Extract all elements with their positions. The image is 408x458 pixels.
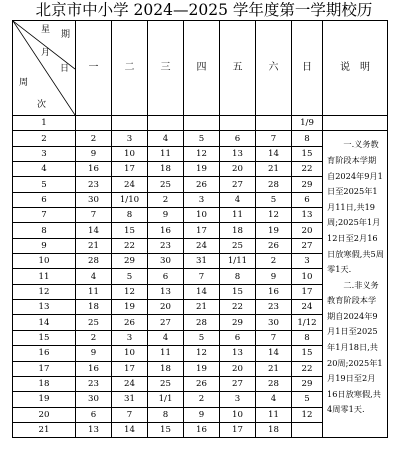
date-cell: 8 xyxy=(112,208,148,223)
date-cell: 4 xyxy=(148,131,184,146)
header-row xyxy=(13,21,388,116)
date-cell: 14 xyxy=(256,146,292,161)
date-cell: 3 xyxy=(112,330,148,345)
date-cell: 19 xyxy=(184,361,220,376)
date-cell: 4 xyxy=(76,269,112,284)
date-cell xyxy=(184,116,220,131)
date-cell: 13 xyxy=(292,208,323,223)
week-number: 20 xyxy=(13,407,76,422)
header-day-sat: 六 xyxy=(256,21,292,116)
date-cell: 2 xyxy=(148,192,184,207)
date-cell: 17 xyxy=(112,361,148,376)
date-cell: 2 xyxy=(256,254,292,269)
date-cell: 3 xyxy=(184,192,220,207)
date-cell: 11 xyxy=(220,208,256,223)
week-row xyxy=(13,131,388,146)
date-cell: 18 xyxy=(148,162,184,177)
corner-label-ri: 日 xyxy=(60,64,70,74)
date-cell: 8 xyxy=(148,407,184,422)
date-cell: 29 xyxy=(292,376,323,391)
date-cell: 17 xyxy=(220,422,256,437)
date-cell xyxy=(292,422,323,437)
date-cell: 16 xyxy=(256,284,292,299)
date-cell: 31 xyxy=(112,392,148,407)
week-number: 14 xyxy=(13,315,76,330)
date-cell: 3 xyxy=(292,254,323,269)
date-cell: 6 xyxy=(292,192,323,207)
date-cell xyxy=(112,116,148,131)
date-cell xyxy=(148,116,184,131)
date-cell: 11 xyxy=(256,407,292,422)
date-cell: 31 xyxy=(184,254,220,269)
date-cell: 15 xyxy=(292,346,323,361)
date-cell xyxy=(220,116,256,131)
date-cell: 4 xyxy=(256,392,292,407)
date-cell: 20 xyxy=(292,223,323,238)
header-day-tue: 二 xyxy=(112,21,148,116)
corner-label-xing: 星 xyxy=(41,25,51,35)
header-day-fri: 五 xyxy=(220,21,256,116)
date-cell: 22 xyxy=(292,361,323,376)
date-cell: 5 xyxy=(184,131,220,146)
date-cell: 13 xyxy=(220,346,256,361)
date-cell: 18 xyxy=(76,300,112,315)
date-cell: 24 xyxy=(184,238,220,253)
date-cell: 4 xyxy=(220,192,256,207)
week-number: 8 xyxy=(13,223,76,238)
date-cell: 11 xyxy=(76,284,112,299)
date-cell: 10 xyxy=(220,407,256,422)
date-cell: 24 xyxy=(112,376,148,391)
week-number: 9 xyxy=(13,238,76,253)
date-cell: 1/12 xyxy=(292,315,323,330)
date-cell: 8 xyxy=(292,330,323,345)
date-cell: 25 xyxy=(148,376,184,391)
date-cell: 24 xyxy=(292,300,323,315)
calendar-table xyxy=(12,20,388,438)
date-cell: 6 xyxy=(76,407,112,422)
date-cell: 15 xyxy=(292,146,323,161)
date-cell: 20 xyxy=(220,162,256,177)
date-cell: 13 xyxy=(220,146,256,161)
date-cell: 3 xyxy=(220,392,256,407)
date-cell: 10 xyxy=(112,146,148,161)
date-cell: 23 xyxy=(76,376,112,391)
date-cell: 6 xyxy=(148,269,184,284)
date-cell: 16 xyxy=(148,223,184,238)
date-cell: 2 xyxy=(76,131,112,146)
date-cell: 12 xyxy=(184,346,220,361)
week-number: 7 xyxy=(13,208,76,223)
notes-header: 说 明 xyxy=(323,21,388,116)
date-cell: 12 xyxy=(256,208,292,223)
date-cell: 12 xyxy=(112,284,148,299)
date-cell: 25 xyxy=(220,238,256,253)
week-number: 6 xyxy=(13,192,76,207)
date-cell: 29 xyxy=(292,177,323,192)
date-cell: 16 xyxy=(76,361,112,376)
week-number: 5 xyxy=(13,177,76,192)
date-cell: 10 xyxy=(112,346,148,361)
date-cell: 9 xyxy=(184,407,220,422)
header-day-wed: 三 xyxy=(148,21,184,116)
week-number: 18 xyxy=(13,376,76,391)
date-cell: 8 xyxy=(292,131,323,146)
date-cell xyxy=(76,116,112,131)
week-number: 19 xyxy=(13,392,76,407)
date-cell: 13 xyxy=(76,422,112,437)
date-cell: 22 xyxy=(292,162,323,177)
date-cell: 28 xyxy=(256,376,292,391)
corner-label-ci: 次 xyxy=(37,100,47,110)
date-cell: 4 xyxy=(148,330,184,345)
week-number: 21 xyxy=(13,422,76,437)
date-cell: 1/1 xyxy=(148,392,184,407)
date-cell: 24 xyxy=(112,177,148,192)
date-cell: 21 xyxy=(184,300,220,315)
date-cell: 29 xyxy=(220,315,256,330)
page-title: 北京市中小学 2024—2025 学年度第一学期校历 xyxy=(35,1,373,19)
date-cell: 30 xyxy=(76,392,112,407)
corner-header-cell xyxy=(13,21,76,116)
week-number: 2 xyxy=(13,131,76,146)
date-cell: 14 xyxy=(112,422,148,437)
corner-label-qi: 期 xyxy=(61,30,71,40)
date-cell: 18 xyxy=(220,223,256,238)
date-cell: 5 xyxy=(292,392,323,407)
date-cell: 30 xyxy=(256,315,292,330)
week-number: 10 xyxy=(13,254,76,269)
date-cell: 23 xyxy=(148,238,184,253)
week-number: 12 xyxy=(13,284,76,299)
date-cell: 1/9 xyxy=(292,116,323,131)
date-cell: 3 xyxy=(112,131,148,146)
date-cell: 1/10 xyxy=(112,192,148,207)
date-cell: 7 xyxy=(184,269,220,284)
date-cell: 17 xyxy=(112,162,148,177)
week-number: 1 xyxy=(13,116,76,131)
date-cell: 17 xyxy=(184,223,220,238)
date-cell: 23 xyxy=(76,177,112,192)
date-cell: 21 xyxy=(256,162,292,177)
date-cell: 7 xyxy=(112,407,148,422)
date-cell: 21 xyxy=(256,361,292,376)
date-cell xyxy=(256,116,292,131)
date-cell: 28 xyxy=(76,254,112,269)
date-cell: 20 xyxy=(220,361,256,376)
date-cell: 9 xyxy=(76,346,112,361)
date-cell: 30 xyxy=(148,254,184,269)
date-cell: 26 xyxy=(256,238,292,253)
date-cell: 15 xyxy=(148,422,184,437)
date-cell: 19 xyxy=(112,300,148,315)
date-cell: 18 xyxy=(256,422,292,437)
date-cell: 6 xyxy=(220,131,256,146)
date-cell: 20 xyxy=(148,300,184,315)
header-day-sun: 日 xyxy=(292,21,323,116)
date-cell: 15 xyxy=(220,284,256,299)
date-cell: 7 xyxy=(76,208,112,223)
date-cell: 19 xyxy=(256,223,292,238)
date-cell: 6 xyxy=(220,330,256,345)
date-cell: 2 xyxy=(184,392,220,407)
date-cell: 29 xyxy=(112,254,148,269)
date-cell: 27 xyxy=(220,376,256,391)
date-cell: 26 xyxy=(184,177,220,192)
date-cell: 7 xyxy=(256,330,292,345)
date-cell: 16 xyxy=(76,162,112,177)
week-number: 15 xyxy=(13,330,76,345)
date-cell: 13 xyxy=(148,284,184,299)
date-cell: 27 xyxy=(292,238,323,253)
date-cell: 21 xyxy=(76,238,112,253)
date-cell: 11 xyxy=(148,146,184,161)
note-paragraph: 一.义务教育阶段本学期自2024年9月1日至2025年1月11日,共19周;2025年1月12日至2月16日放寒假,共5周零1天. xyxy=(327,139,384,275)
date-cell: 16 xyxy=(184,422,220,437)
corner-label-yue: 月 xyxy=(41,48,51,58)
date-cell: 9 xyxy=(256,269,292,284)
date-cell: 12 xyxy=(292,407,323,422)
week-number: 13 xyxy=(13,300,76,315)
note-paragraph: 二.非义务教育阶段本学期自2024年9月1日至2025年1月18日,共20周;2025年1月19日至2月16日放寒假,共4周零1天. xyxy=(327,279,383,415)
date-cell: 10 xyxy=(292,269,323,284)
date-cell: 9 xyxy=(148,208,184,223)
date-cell: 1/11 xyxy=(220,254,256,269)
date-cell: 18 xyxy=(148,361,184,376)
corner-label-zhou: 周 xyxy=(19,78,29,88)
date-cell: 22 xyxy=(112,238,148,253)
date-cell: 14 xyxy=(256,346,292,361)
date-cell: 11 xyxy=(148,346,184,361)
date-cell: 14 xyxy=(76,223,112,238)
week-row xyxy=(13,116,388,131)
date-cell: 12 xyxy=(184,146,220,161)
week-number: 3 xyxy=(13,146,76,161)
date-cell: 15 xyxy=(112,223,148,238)
week-number: 16 xyxy=(13,346,76,361)
date-cell: 28 xyxy=(256,177,292,192)
date-cell: 14 xyxy=(184,284,220,299)
date-cell: 17 xyxy=(292,284,323,299)
week-number: 17 xyxy=(13,361,76,376)
date-cell: 2 xyxy=(76,330,112,345)
date-cell: 30 xyxy=(76,192,112,207)
date-cell: 7 xyxy=(256,131,292,146)
date-cell: 27 xyxy=(220,177,256,192)
date-cell: 26 xyxy=(184,376,220,391)
date-cell: 10 xyxy=(184,208,220,223)
date-cell: 22 xyxy=(220,300,256,315)
date-cell: 9 xyxy=(76,146,112,161)
notes-cell xyxy=(323,131,388,438)
date-cell: 5 xyxy=(256,192,292,207)
week-number: 4 xyxy=(13,162,76,177)
header-day-thu: 四 xyxy=(184,21,220,116)
header-day-mon: 一 xyxy=(76,21,112,116)
date-cell: 26 xyxy=(112,315,148,330)
date-cell: 28 xyxy=(184,315,220,330)
date-cell: 19 xyxy=(184,162,220,177)
date-cell: 27 xyxy=(148,315,184,330)
notes-blank-cell xyxy=(323,116,388,131)
date-cell: 25 xyxy=(76,315,112,330)
date-cell: 25 xyxy=(148,177,184,192)
date-cell: 5 xyxy=(112,269,148,284)
date-cell: 23 xyxy=(256,300,292,315)
date-cell: 8 xyxy=(220,269,256,284)
week-number: 11 xyxy=(13,269,76,284)
date-cell: 5 xyxy=(184,330,220,345)
